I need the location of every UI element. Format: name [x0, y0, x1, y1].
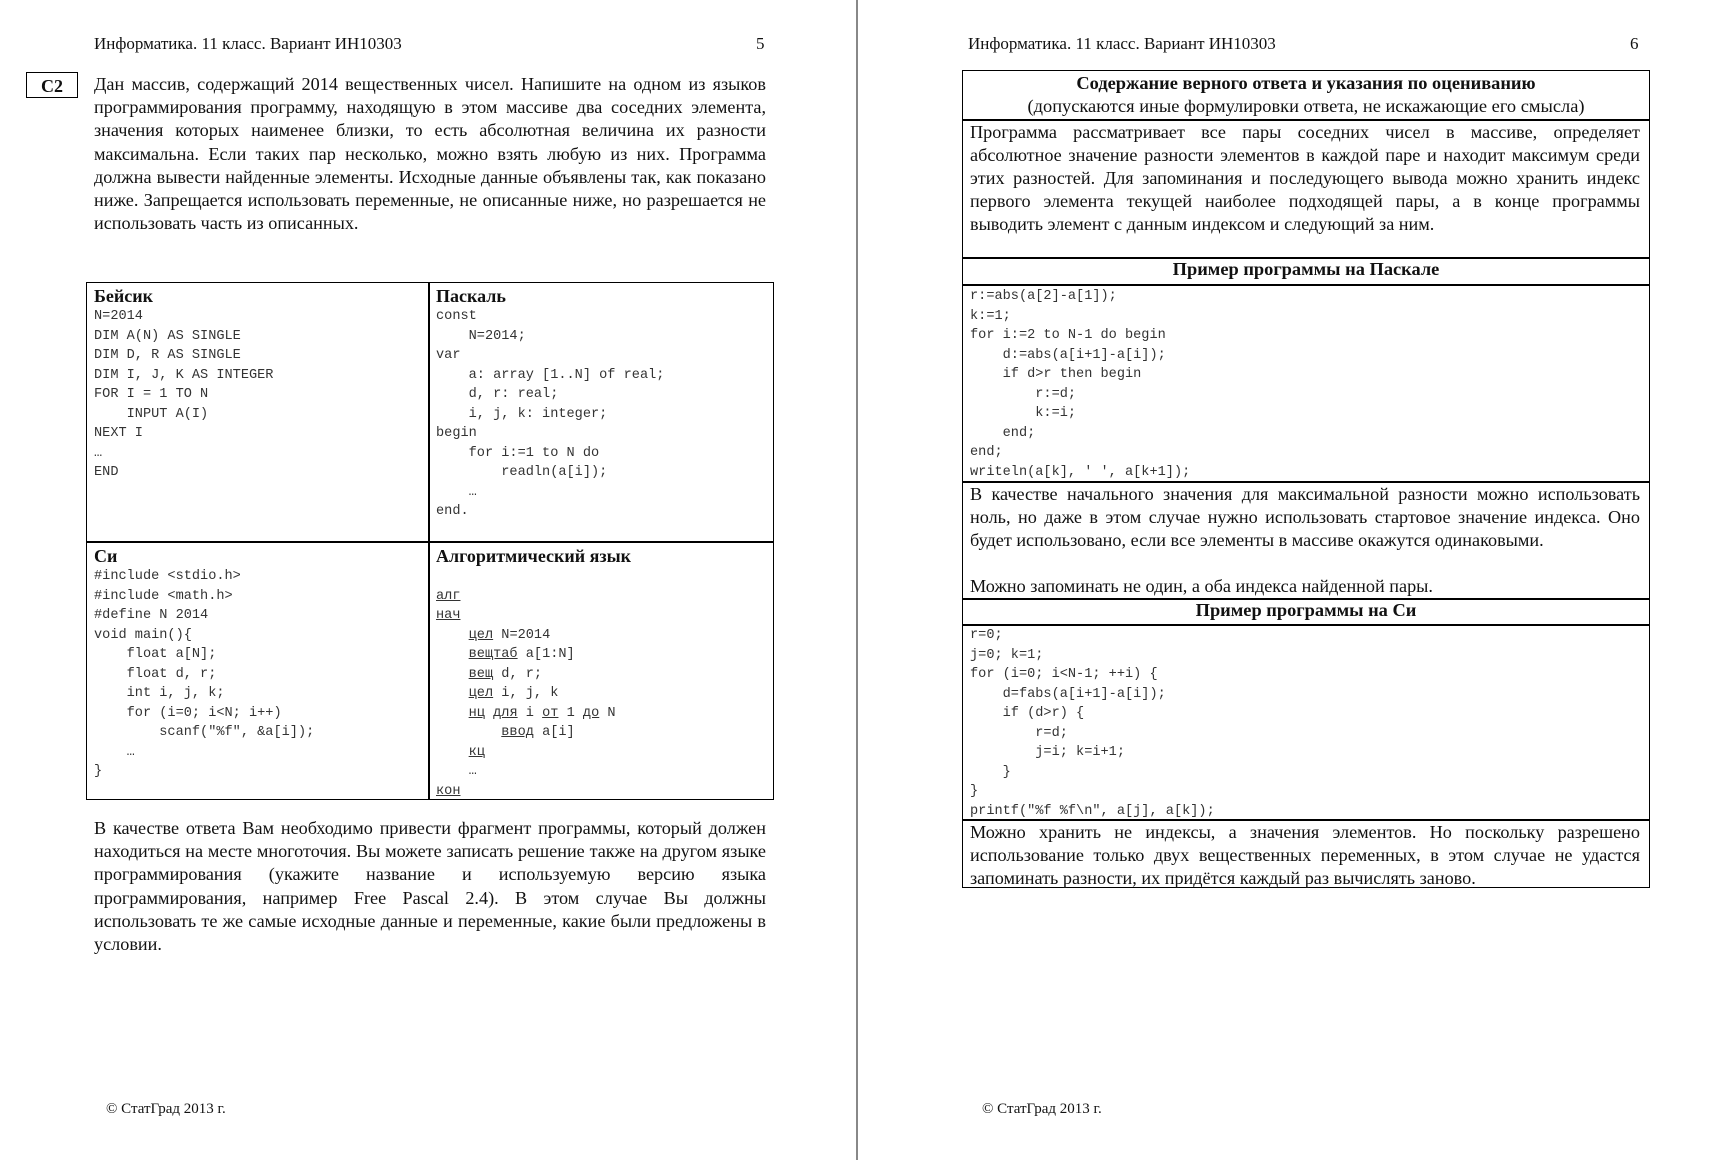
task-text: Дан массив, содержащий 2014 вещественных чисел. Напишите на одном из языков программирования программу, находящую в этом массиве два соседних элемента, значения которых наименее близки, то есть абсолютная величина их разности максимальна. Если таких пар несколько, можно взять любую из них. Программа должна вывести найденные элементы. Исходные данные объявлены так, как показано ниже. Запрещается использовать переменные, не описанные ниже, но разрешается не использовать часть из описанных.: [94, 74, 766, 234]
algo-code: [436, 567, 616, 840]
page-divider: [856, 0, 858, 1160]
pascal-title: Паскаль: [436, 286, 506, 306]
answer-table: [962, 70, 1650, 888]
code-line: нач: [436, 608, 461, 623]
intro-text: Программа рассматривает все пары соседних чисел в массиве, определяет абсолютное значение разности элементов в каждой паре и находит максимум среди этих разностей. Для запоминания и последующего вывода можно хранить индекс первого элемента текущей наиболее подходящей пары, а в конце программы выводить элемент с данным индексом и следующий за ним.: [970, 122, 1640, 234]
language-table: [86, 282, 774, 800]
table-divider: [963, 284, 1649, 286]
answer-table-subtitle: (допускаются иные формулировки ответа, не искажающие его смысла): [1027, 96, 1585, 116]
code-line: …: [468, 764, 477, 779]
answer-instructions: В качестве ответа Вам необходимо привести фрагмент программы, который должен находиться на месте многоточия. Вы можете записать решение также на другом языке программирования (укажите название и используемую версию языка программирования, например Free Pascal 2.4). В этом случае Вы должны использовать те же самые исходные данные и переменные, какие были предложены в условии.: [94, 818, 766, 955]
note-text: Можно запоминать не один, а оба индекса найденной пары.: [970, 576, 1433, 596]
page-header: Информатика. 11 класс. Вариант ИН10303: [94, 34, 402, 53]
code-line: ввод a[i]: [501, 725, 575, 740]
basic-title: Бейсик: [94, 286, 153, 306]
pascal-example-title: Пример программы на Паскале: [1172, 259, 1440, 279]
table-divider: [87, 541, 773, 543]
note-text: В качестве начального значения для максимальной разности можно использовать ноль, но даже в этом случае нужно использовать стартовое значение индекса. Оно будет использовано, если все элементы в массиве окажутся одинаковыми.: [970, 484, 1640, 550]
code-line: вещ d, r;: [468, 666, 543, 682]
final-text: Можно хранить не индексы, а значения элементов. Но поскольку разрешено использование только двух вещественных переменных, в этом случае не удастся запоминать разности, их придётся каждый раз вычислять заново.: [970, 822, 1640, 888]
code-line: нц для i от 1 до N: [468, 705, 616, 721]
task-label: С2: [26, 72, 78, 98]
code-line: алг: [436, 588, 461, 604]
page-number: 5: [756, 34, 765, 53]
code-line: кц: [468, 744, 485, 760]
answer-table-title: Содержание верного ответа и указания по оцениванию: [1076, 73, 1536, 93]
page-footer: © СтатГрад 2013 г.: [106, 1101, 226, 1117]
c-example-code: r=0; j=0; k=1; for (i=0; i<N-1; ++i) { d=fabs(a[i+1]-a[i]); if (d>r) { r=d; j=i; k=i+1; } } printf("%f %f\n", a[j], a[k]);: [970, 628, 1215, 819]
c-code: #include <stdio.h> #include <math.h> #define N 2014 void main(){ float a[N]; float d, r; int i, j, k; for (i=0; i<N; i++) scanf("%f", &a[i]); … }: [94, 569, 315, 779]
basic-code: N=2014 DIM A(N) AS SINGLE DIM D, R AS SINGLE DIM I, J, K AS INTEGER FOR I = 1 TO N INPUT A(I) NEXT I … END: [94, 309, 274, 480]
c-example-title: Пример программы на Си: [1195, 600, 1417, 620]
page-number: 6: [1630, 34, 1639, 53]
page-header: Информатика. 11 класс. Вариант ИН10303: [968, 34, 1276, 53]
pascal-code: const N=2014; var a: array [1..N] of real; d, r: real; i, j, k: integer; begin for i:=1 to N do readln(a[i]); … end.: [436, 309, 665, 519]
algo-title: Алгоритмический язык: [436, 546, 632, 566]
code-line: цел N=2014: [468, 627, 551, 643]
code-line: вещтаб a[1:N]: [468, 647, 575, 662]
pascal-example-code: r:=abs(a[2]-a[1]); k:=1; for i:=2 to N-1 do begin d:=abs(a[i+1]-a[i]); if d>r then begin r:=d; k:=i; end; end; writeln(a[k], ' ', a[k+1]);: [970, 289, 1191, 480]
code-line: кон: [436, 783, 461, 799]
page-footer: © СтатГрад 2013 г.: [982, 1101, 1102, 1117]
code-line: цел i, j, k: [468, 686, 559, 701]
c-title: Си: [94, 546, 118, 566]
